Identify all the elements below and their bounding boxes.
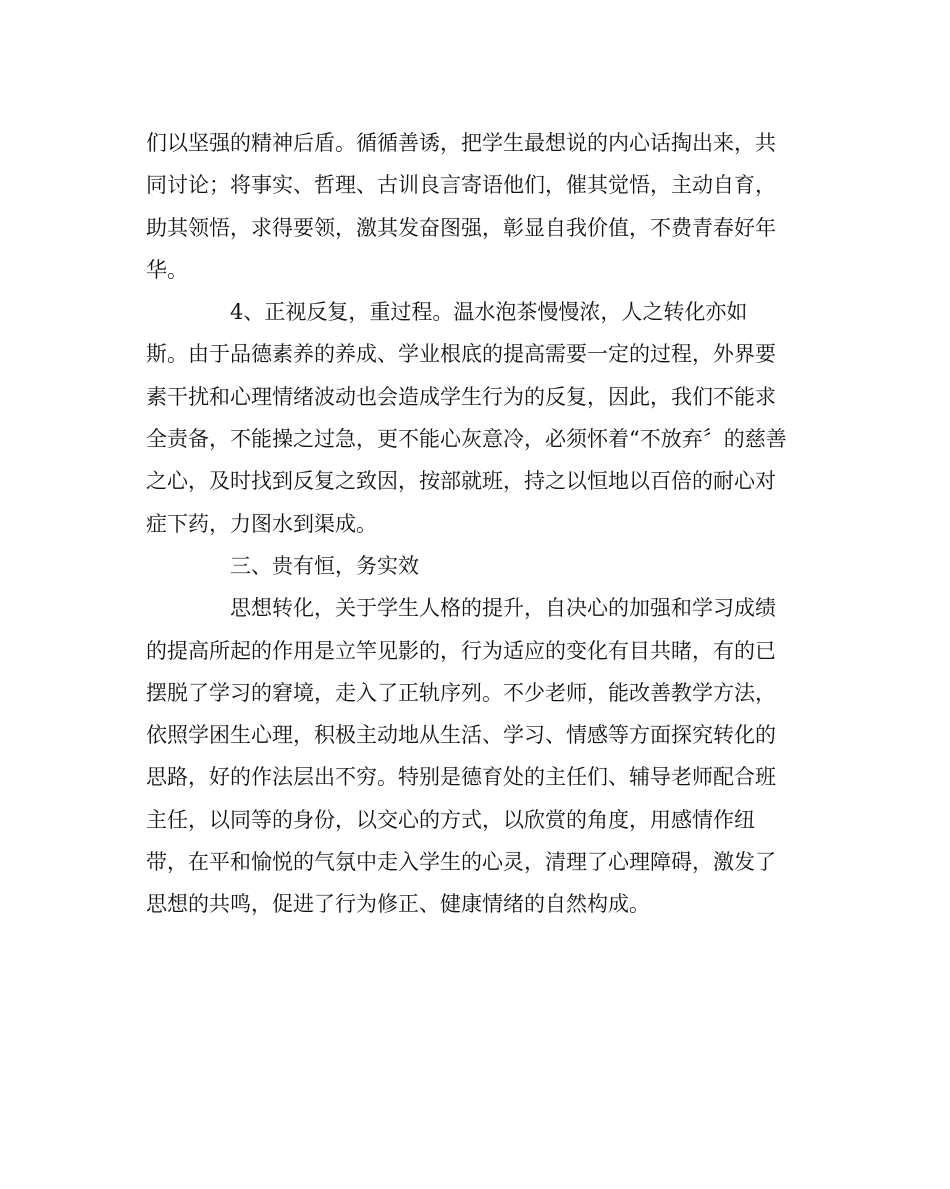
paragraph-line: 摆脱了学习的窘境，走入了正轨序列。不少老师，能改善教学方法， (146, 680, 776, 705)
paragraph-line: 依照学困生心理，积极主动地从生活、学习、情感等方面探究转化的 (146, 723, 776, 748)
paragraph-line: 思路，好的作法层出不穷。特别是德育处的主任们、辅导老师配合班 (146, 765, 776, 790)
section-heading: 三、贵有恒，务实效 (230, 553, 419, 578)
paragraph-line: 斯。由于品德素养的养成、学业根底的提高需要一定的过程，外界要 (146, 342, 776, 367)
paragraph-line: 素干扰和心理情绪波动也会造成学生行为的反复，因此，我们不能求 (146, 384, 776, 409)
paragraph-line: 主任，以同等的身份，以交心的方式，以欣赏的角度，用感情作纽 (146, 807, 755, 832)
paragraph-line: 4、正视反复，重过程。温水泡茶慢慢浓，人之转化亦如 (230, 300, 748, 325)
paragraph-line: 症下药，力图水到渠成。 (146, 511, 377, 536)
paragraph-line: 华。 (146, 257, 188, 282)
paragraph-line: 们以坚强的精神后盾。循循善诱，把学生最想说的内心话掏出来，共 (146, 131, 776, 155)
paragraph-line: 思想的共鸣，促进了行为修正、健康情绪的自然构成。 (146, 892, 650, 917)
paragraph-line: 之心，及时找到反复之致因，按部就班，持之以恒地以百倍的耐心对 (146, 469, 776, 494)
paragraph-line: 思想转化，关于学生人格的提升，自决心的加强和学习成绩 (230, 596, 776, 621)
paragraph-line: 助其领悟，求得要领，激其发奋图强，彰显自我价值，不费青春好年 (146, 215, 776, 240)
paragraph-line: 带，在平和愉悦的气氛中走入学生的心灵，清理了心理障碍，激发了 (146, 850, 776, 875)
paragraph-line: 全责备，不能操之过急，更不能心灰意冷，必须怀着“不放弃〞的慈善 (146, 427, 787, 452)
paragraph-line: 同讨论；将事实、哲理、古训良言寄语他们，催其觉悟，主动自育， (146, 173, 776, 198)
paragraph-line: 的提高所起的作用是立竿见影的，行为适应的变化有目共睹，有的已 (146, 638, 776, 663)
document-body (146, 122, 826, 926)
